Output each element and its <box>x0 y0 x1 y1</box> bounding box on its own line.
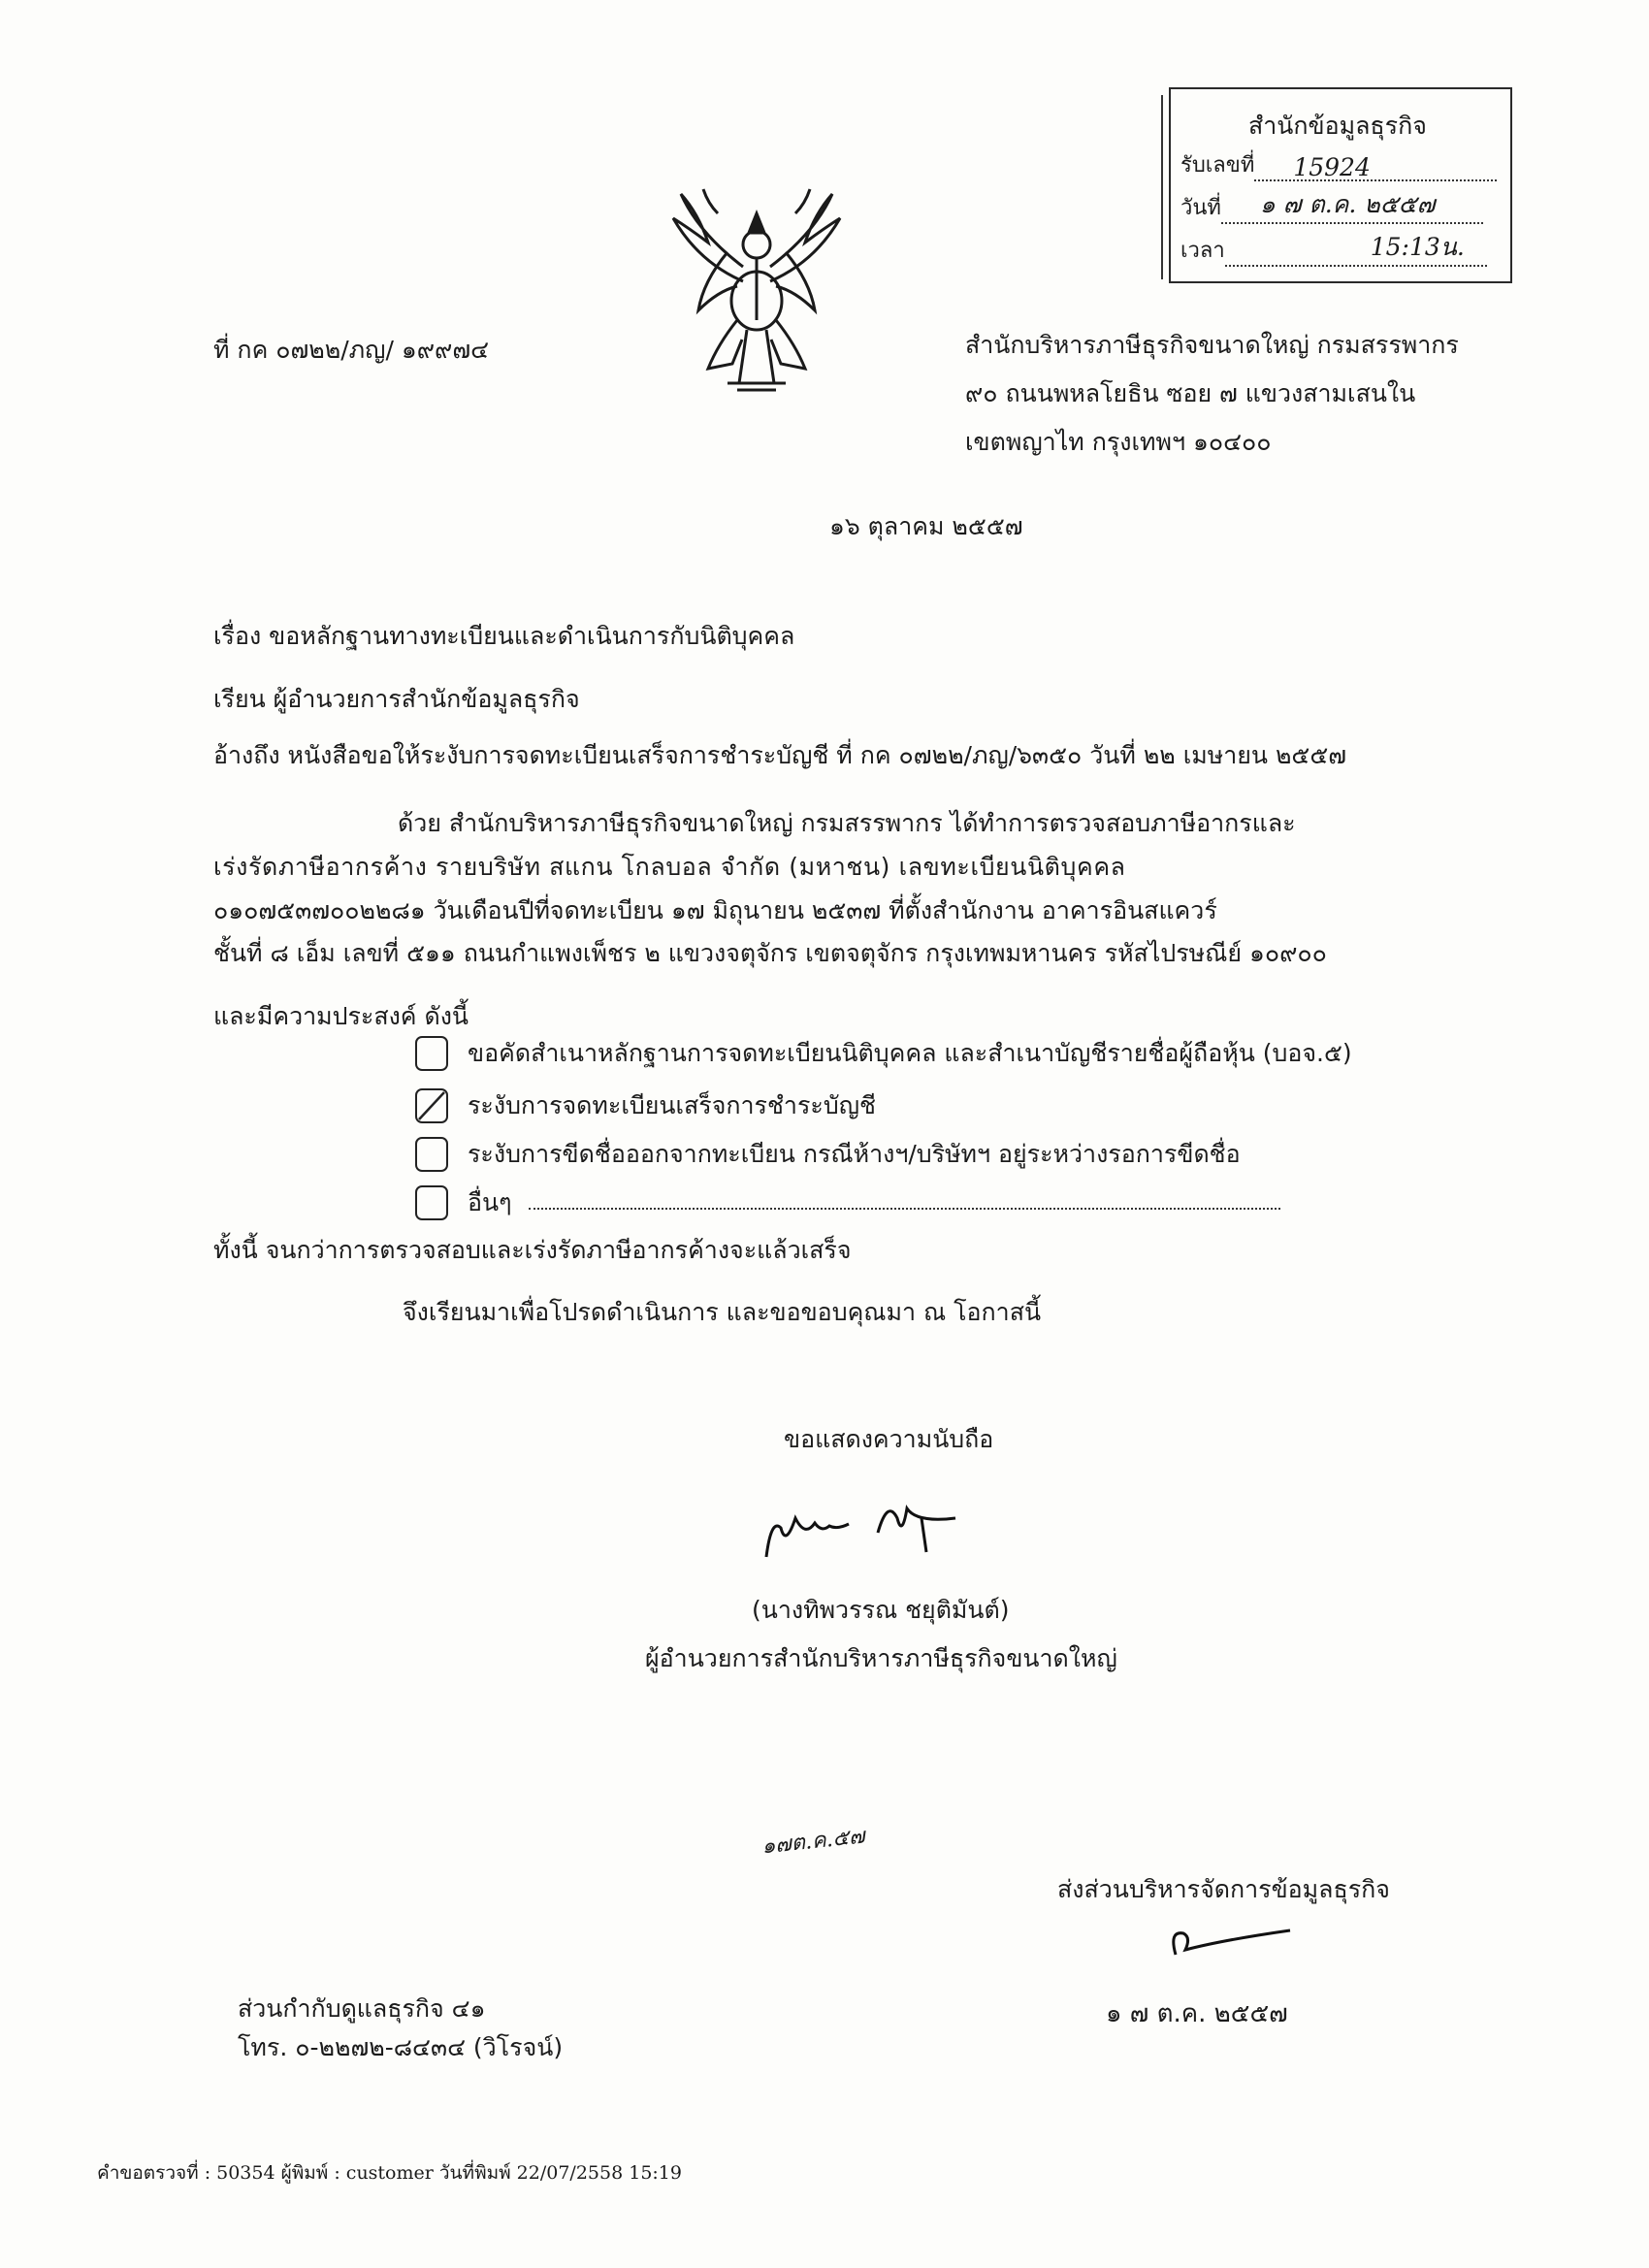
sender-address-line2: ๙๐ ถนนพหลโยธิน ซอย ๗ แขวงสามเสนใน <box>965 379 1416 407</box>
option-checkbox-suspend-liquidation[interactable] <box>415 1088 448 1123</box>
body-line-4: ชั้นที่ ๘ เอ็ม เลขที่ ๕๑๑ ถนนกำแพงเพ็ชร ๒ แขวงจตุจักร เขตจตุจักร กรุงเทพมหานคร รหัสไปรษณีย์ ๑๐๙๐๐ <box>213 939 1327 967</box>
body-line-2: เร่งรัดภาษีอากรค้าง รายบริษัท สแกน โกลบอล จำกัด (มหาชน) เลขทะเบียนนิติบุคคล <box>213 853 1126 881</box>
stamp-receipt-label: รับเลขที่ <box>1180 153 1255 178</box>
letter-recipient: เรียน ผู้อำนวยการสำนักข้อมูลธุรกิจ <box>213 685 580 713</box>
sender-address-line3: เขตพญาไท กรุงเทพฯ ๑๐๔๐๐ <box>965 428 1272 456</box>
body-line-1: ด้วย สำนักบริหารภาษีธุรกิจขนาดใหญ่ กรมสรรพากร ได้ทำการตรวจสอบภาษีอากรและ <box>398 809 1296 837</box>
option-label-other: อื่นๆ <box>468 1188 512 1216</box>
signatory-position: ผู้อำนวยการสำนักบริหารภาษีธุรกิจขนาดใหญ่ <box>645 1644 1117 1672</box>
stamp-time-label: เวลา <box>1180 239 1225 263</box>
body-line-3: ๐๑๐๗๕๓๗๐๐๒๒๘๑ วันเดือนปีที่จดทะเบียน ๑๗ มิถุนายน ๒๕๓๗ ที่ตั้งสำนักงาน อาคารอินสแควร์ <box>213 896 1217 924</box>
sender-address-line1: สำนักบริหารภาษีธุรกิจขนาดใหญ่ กรมสรรพากร <box>965 331 1459 359</box>
stamp-receipt-row <box>1180 147 1497 181</box>
stamp-date-label: วันที่ <box>1180 196 1221 220</box>
handwritten-date-note: ๑๗ต.ค.๕๗ <box>760 1824 866 1860</box>
receipt-stamp <box>1169 87 1512 283</box>
letter-subject: เรื่อง ขอหลักฐานทางทะเบียนและดำเนินการกับนิติบุคคล <box>213 622 795 650</box>
option-checkbox-suspend-deregistration[interactable] <box>415 1137 448 1172</box>
option-label-copy-documents: ขอคัดสำเนาหลักฐานการจดทะเบียนนิติบุคคล และสำเนาบัญชีรายชื่อผู้ถือหุ้น (บอจ.๕) <box>468 1039 1352 1067</box>
signatory-name: (นางทิพวรรณ ชยุติมันต์) <box>752 1596 1010 1624</box>
other-fill-line <box>529 1208 1280 1210</box>
stamp-time-value: 15:13น. <box>1370 233 1465 261</box>
director-signature <box>761 1489 1004 1567</box>
contact-unit: ส่วนกำกับดูแลธุรกิจ ๔๑ <box>238 1994 486 2023</box>
checkmark-icon <box>417 1090 446 1121</box>
option-label-suspend-liquidation: ระงับการจดทะเบียนเสร็จการชำระบัญชี <box>468 1091 876 1119</box>
letter-reference: อ้างถึง หนังสือขอให้ระงับการจดทะเบียนเสร็จการชำระบัญชี ที่ กค ๐๗๒๒/ภญ/๖๓๕๐ วันที่ ๒๒ เมษายน ๒๕๕๗ <box>213 741 1347 769</box>
stamp-date-value: ๑ ๗ ต.ค. ๒๕๕๗ <box>1259 190 1436 218</box>
forward-date: ๑ ๗ ต.ค. ๒๕๕๗ <box>1106 1999 1288 2028</box>
regards-text: ขอแสดงความนับถือ <box>784 1425 994 1453</box>
garuda-emblem-icon <box>660 175 854 398</box>
print-info: คำขอตรวจที่ : 50354 ผู้พิมพ์ : customer วันที่พิมพ์ 22/07/2558 15:19 <box>97 2162 682 2184</box>
stamp-office: สำนักข้อมูลธุรกิจ <box>1248 112 1427 140</box>
letter-date: ๑๖ ตุลาคม ๒๕๕๗ <box>829 512 1023 540</box>
option-checkbox-other[interactable] <box>415 1185 448 1220</box>
stamp-date-row <box>1180 190 1483 224</box>
reference-number: ที่ กค ๐๗๒๒/ภญ/ ๑๙๙๗๔ <box>213 336 490 364</box>
forward-initial-signature <box>1164 1916 1310 1964</box>
closing-line-2: จึงเรียนมาเพื่อโปรดดำเนินการ และขอขอบคุณมา ณ โอกาสนี้ <box>403 1298 1042 1326</box>
body-line-5: และมีความประสงค์ ดังนี้ <box>213 1002 469 1030</box>
stamp-receipt-no: 15924 <box>1293 153 1371 181</box>
forward-instruction: ส่งส่วนบริหารจัดการข้อมูลธุรกิจ <box>1057 1875 1390 1903</box>
option-label-suspend-deregistration: ระงับการขีดชื่อออกจากทะเบียน กรณีห้างฯ/บริษัทฯ อยู่ระหว่างรอการขีดชื่อ <box>468 1140 1241 1168</box>
stamp-time-row <box>1180 233 1487 267</box>
contact-phone: โทร. ๐-๒๒๗๒-๘๔๓๔ (วิโรจน์) <box>238 2033 564 2061</box>
option-checkbox-copy-documents[interactable] <box>415 1036 448 1071</box>
closing-line-1: ทั้งนี้ จนกว่าการตรวจสอบและเร่งรัดภาษีอากรค้างจะแล้วเสร็จ <box>213 1236 852 1264</box>
